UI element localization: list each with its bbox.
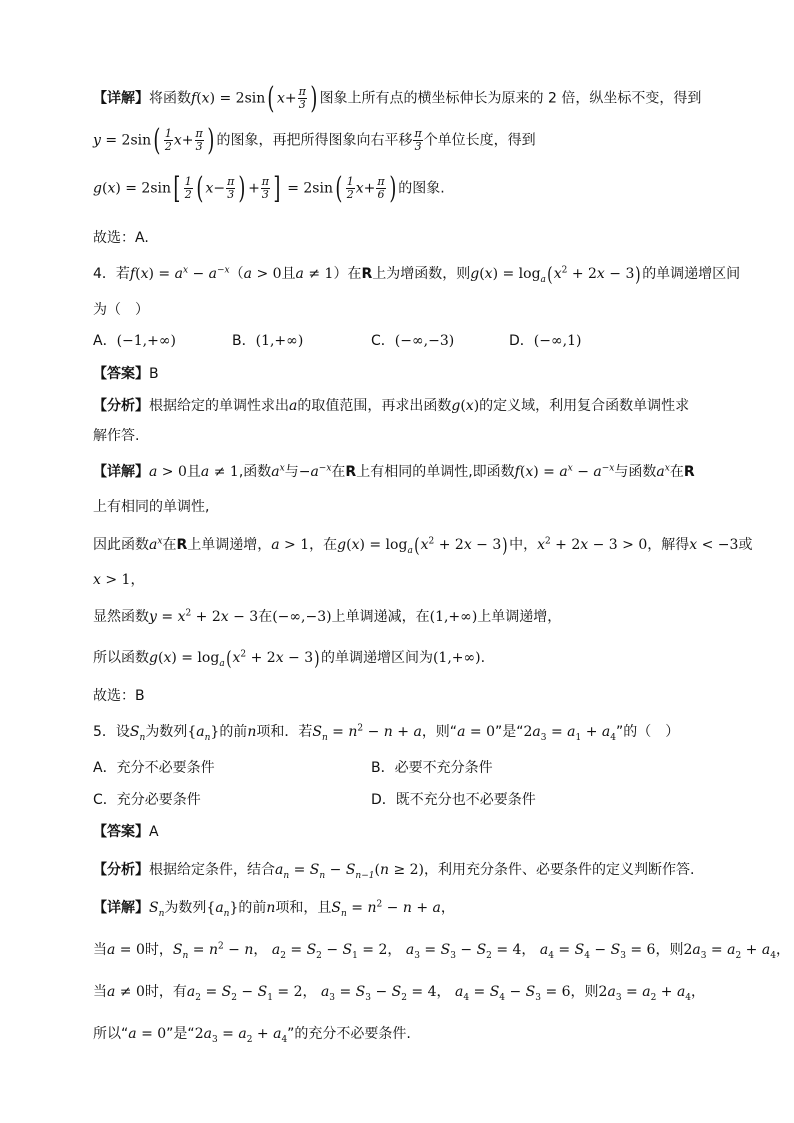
q4-analysis-line-1: 【分析】根据给定的单调性求出a的取值范围，再求出函数g(x)的定义域，利用复合函数单调性求	[93, 398, 690, 414]
q3-detail-line-3: g(x) = 2sin[ $\frac{1}{2}$ ( x− $\frac{\pi}{3}$ ) + $\frac{\pi}{3}$ ] = 2sin( $\frac{1}{2}$ x+ $\frac{\pi}{6}$ ) 的图象.	[93, 170, 445, 206]
q5-conclusion: 所以“a = 0”是“$2a_3 = a_2 + a_4$”的充分不必要条件.	[93, 1026, 411, 1045]
q5-detail-line-1: 【详解】$S_n$为数列$\{a_n\}$的前n项和，且$S_n = n^2 - n + a$，	[93, 899, 455, 919]
q4-detail-line-6: 所以函数$g(x) = \log_a(x^2 + 2x - 3)$的单调递增区间为(1,+∞).	[93, 646, 486, 670]
q4-option-a[interactable]: A．(−1,+∞)	[93, 333, 176, 349]
q4-detail-line-5: 显然函数$y = x^2 + 2x - 3$在(−∞,−3)上单调递减，在(1,+∞)上单调递增，	[93, 608, 562, 625]
q4-option-b[interactable]: B．(1,+∞)	[232, 333, 304, 349]
q5-stem: 5．设$S_n$为数列$\{a_n\}$的前n项和．若$S_n = n^2 - n + a$，则“a = 0”是“$2a_3 = a_1 + a_4$”的（ ）	[93, 723, 680, 743]
detail-tag: 【详解】	[93, 90, 149, 107]
q4-option-d[interactable]: D．(−∞,1)	[509, 333, 582, 349]
q3-choice: 故选：A.	[93, 230, 149, 246]
q4-choice: 故选：B	[93, 688, 145, 704]
q5-answer: 【答案】A	[93, 824, 159, 840]
q5-option-d[interactable]: D．既不充分也不必要条件	[371, 792, 536, 808]
q4-stem-line-1: 4．若$f(x) = a^x - a^{-x}(a > 0$且a ≠ 1）在R上为增函数，则$g(x) = \log_a(x^2 + 2x - 3)$的单调递增区间	[93, 262, 741, 286]
q5-option-c[interactable]: C．充分必要条件	[93, 792, 201, 808]
q5-detail-line-3: 当a ≠ 0时，有$a_2 = S_2 - S_1 = 2$， $a_3 = S_3 - S_2 = 4$， $a_4 = S_4 - S_3 = 6$，则$2a_3 = a_2 + a_4$，	[93, 984, 706, 1003]
q4-detail-line-1: 【详解】a > 0且a ≠ 1,函数$a^x$与$-a^{-x}$在R上有相同的单调性,即函数$f(x) = a^x - a^{-x}$与函数$a^x$在R	[93, 463, 695, 480]
q5-detail-line-2: 当a = 0时，$S_n = n^2 - n$， $a_2 = S_2 - S_1 = 2$， $a_3 = S_3 - S_2 = 4$， $a_4 = S_4 - S_3 = 6$，则$2a_3 = a_2 + a_4$，	[93, 941, 790, 961]
q4-analysis-line-2: 解作答.	[93, 428, 140, 444]
q4-option-c[interactable]: C．(−∞,−3)	[371, 333, 455, 349]
q4-detail-line-2: 上有相同的单调性,	[93, 499, 210, 515]
q5-analysis: 【分析】根据给定条件，结合$a_n = S_n - S_{n-1}(n \ge 2)$，利用充分条件、必要条件的定义判断作答.	[93, 862, 695, 881]
q5-option-a[interactable]: A．充分不必要条件	[93, 760, 215, 776]
q4-answer: 【答案】B	[93, 366, 159, 382]
q4-stem-line-2: 为（ ）	[93, 302, 149, 318]
q4-detail-line-3: 因此函数$a^x$在R上单调递增，a > 1，在$g(x) = \log_a(x^2 + 2x - 3)$中，$x^2 + 2x - 3 > 0$，解得x < −3或	[93, 533, 753, 557]
q4-detail-line-4: x > 1，	[93, 572, 145, 588]
q3-detail-line-2: y = 2sin( $\frac{1}{2}$ x+ $\frac{\pi}{3}$ ) 的图象，再把所得图象向右平移 $\frac{\pi}{3}$ 个单位长度，得到	[93, 122, 536, 158]
q5-option-b[interactable]: B．必要不充分条件	[371, 760, 493, 776]
q3-detail-line-1: 【详解】将函数f(x) = 2sin( x+ $\frac{\pi}{3}$ ) 图象上所有点的横坐标伸长为原来的 2 倍，纵坐标不变，得到	[93, 80, 702, 116]
